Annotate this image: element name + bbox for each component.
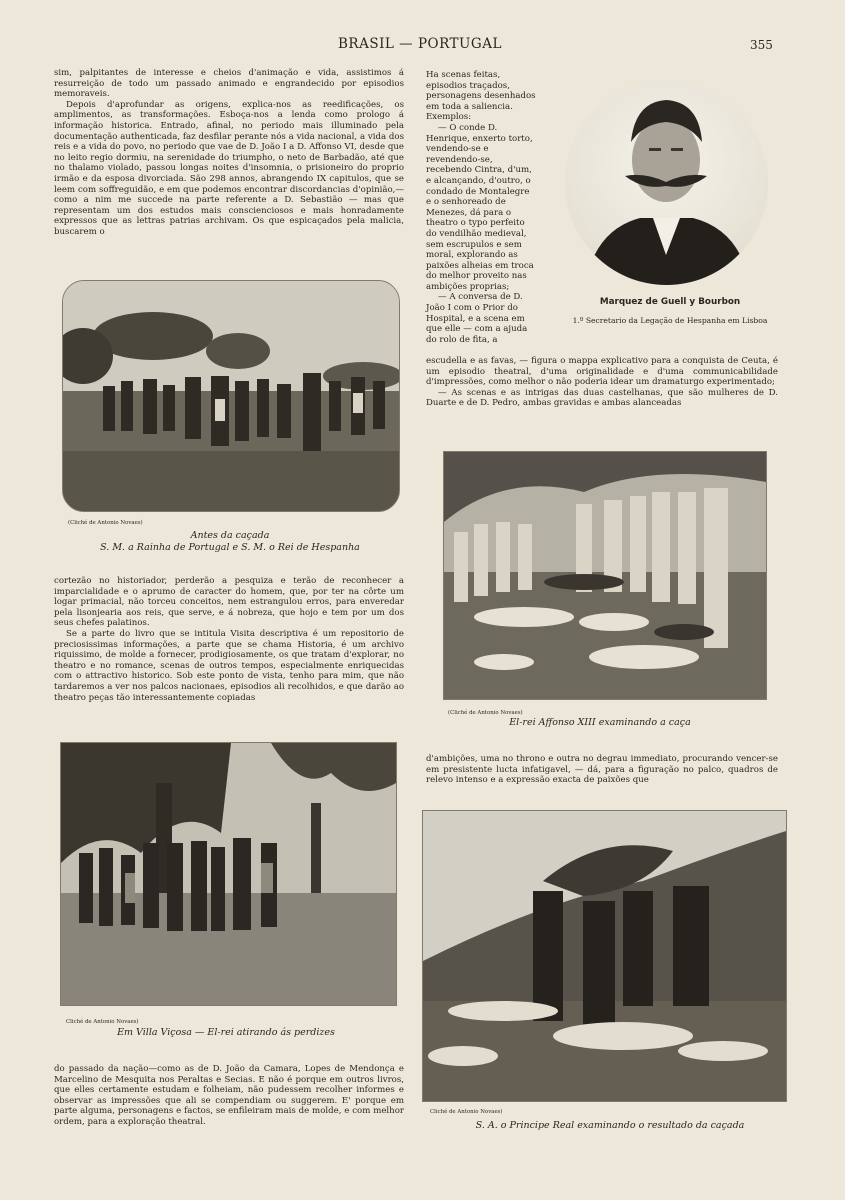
- paragraph: escudella e as favas, — figura o mappa explicativo para a conquista de Ceuta, é um episodio theatral, d'uma originalidade e d'uma communicabilidade d'impressões, como melhor o não poderia idear um dramaturgo experimentado;: [426, 356, 778, 388]
- paragraph: do passado da nação—como as de D. João da Camara, Lopes de Mendonça e Marcelino de Mesquita nos Peraltas e Secias. E não é porque em outros livros, que elles certamente estudam e folheiam, não pudessem recolher informes e observar as impressões que ali se compendiam ou suggerem. E' porque em parte alguma, personagens e factos, se enfileiram mais de molde, e com melhor ordem, para a exploração theatral.: [54, 1064, 404, 1127]
- photo-king-examining: [443, 451, 767, 700]
- paragraph: — A conversa de D. João I com o Prior do Hospital, e a scena em que elle — com a ajuda do rolo de fita, a: [426, 292, 528, 345]
- paragraph: Se a parte do livro que se intitula Visita descriptiva é um repositorio de preciosissimas informações, a parte que se chama Historia, é um archivo riquissimo, de molde a fornecer, prodigiosamente, os que tratam d'explorar, no theatro e no romance, scenas de outros tempos, especialmente enriquecidas com o attractivo historico. Sob este ponto de vista, tenho para mim, que não tardaremos a ver nos palcos nacionaes, episodios ali recolhidos, e que darão ao theatro peças tão interessantemente copiadas: [54, 628, 404, 703]
- portrait-illustration: [565, 80, 768, 285]
- photo-credit: Cliché de Antonio Novaes): [430, 1109, 503, 1115]
- shooting-party-illustration: [61, 743, 396, 1005]
- caption-villa-vicosa: Em Villa Viçosa — El-rei atirando ás perdizes: [117, 1027, 335, 1038]
- paragraph: Depois d'aprofundar as origens, explica-nos as reedificações, os amplimentos, as transformações. Esboça-nos a lenda como prologo á informação historica. Entrado, afinal, no periodo mais illuminado pela documentação authenticada, faz desfilar perante nós a vida nacional, a vida dos reis e a vida do povo, no periodo que vae de D. João I a D. Affonso VI, desde que no leito regio dormiu, na serenidade do triumpho, o neto de Barbadão, até que no thalamo violado, passou longas noites d'insomnia, o prisioneiro do proprio irmão e da esposa divorciada. São 298 annos, abrangendo IX capitulos, que se leem com soffreguidão, e em que podemos encontrar discordancias d'opinião,— como a nim me succede na parte referente a D. Sebastião — mas que representam um dos estudos mais conscienciosos e mais honradamente expressos que as lettras patrias archivam. Os que espicaçados pela malicia, buscarem o: [54, 99, 404, 237]
- photo-before-hunt: [62, 280, 400, 512]
- article-text-left-bottom: [54, 1064, 404, 1128]
- paragraph: d'ambições, uma no throno e outra no degrau immediato, procurando vencer-se em presistente lucta infatigavel, — dá, para a figuração no palco, quadros de relevo intenso e a expressão exacta de paixões que: [426, 754, 778, 786]
- caption-king-examining: El-rei Affonso XIII examinando a caça: [509, 717, 691, 728]
- article-text-right-mid: [426, 754, 778, 786]
- hunt-result-illustration: [423, 811, 786, 1101]
- paragraph: — O conde D. Henrique, enxerto torto, vendendo-se e revendendo-se, recebendo Cintra, d'um, e alcançando, d'outro, o condado de Montalegre e o senhoreado de Menezes, dá para o theatro o typo perfeito do vendilhão medieval, sem escrupulos e sem moral, explorando as paixões alheias em troca do melhor proveito nas ambições proprias;: [426, 122, 534, 292]
- photo-prince-result: [422, 810, 787, 1102]
- photo-credit: Cliché de Antonio Novaes): [66, 1019, 139, 1025]
- article-text-left-mid: [54, 576, 404, 703]
- caption-prince-result: S. A. o Principe Real examinando o resultado da caçada: [475, 1120, 745, 1131]
- photo-villa-vicosa: [60, 742, 397, 1006]
- portrait-photo: [565, 80, 768, 285]
- game-inspection-illustration: [444, 452, 766, 699]
- portrait-subtitle: 1.º Secretario da Legação de Hespanha em Lisboa: [572, 316, 768, 325]
- paragraph: — As scenas e as intrigas das duas castelhanas, que são mulheres de D. Duarte e de D. Pedro, ambas gravidas e ambas alanceadas: [426, 387, 778, 409]
- hunt-party-illustration: [63, 281, 399, 511]
- caption-before-hunt-subtitle: S. M. a Rainha de Portugal e S. M. o Rei de Hespanha: [100, 542, 360, 553]
- running-title: BRASIL — PORTUGAL: [338, 36, 502, 52]
- article-text-left-top: [54, 68, 404, 238]
- page-header: [0, 36, 845, 56]
- paragraph: sim, palpitantes de interesse e cheios d'animação e vida, assistimos á resurreição de todo um passado animado e engrandecido por episodios memoraveis.: [54, 68, 404, 100]
- paragraph: Ha scenas feitas, episodios traçados, personagens desenhados em toda a saliencia. Exemplos:: [426, 70, 536, 123]
- caption-before-hunt-title: Antes da caçada: [190, 530, 270, 541]
- page-number: 355: [750, 38, 773, 52]
- paragraph: cortezão no historiador, perderão a pesquiza e terão de reconhecer a imparcialidade e o aprumo de caracter do homem, que, por ter na côrte um logar primacial, não torceu conceitos, nem estrangulou erros, para enveredar pela lisonjearia aos reis, que serve, e á nobreza, que hojo e tem por um dos seus chefes palatinos.: [54, 576, 404, 629]
- article-text-right-wide: [426, 356, 778, 409]
- portrait-name: Marquez de Guell y Bourbon: [599, 297, 741, 307]
- photo-credit: (Cliché de Antonio Novaes): [448, 710, 523, 716]
- photo-credit: (Cliché de Antonio Novaes): [68, 520, 143, 526]
- article-text-right-narrow: [426, 70, 537, 345]
